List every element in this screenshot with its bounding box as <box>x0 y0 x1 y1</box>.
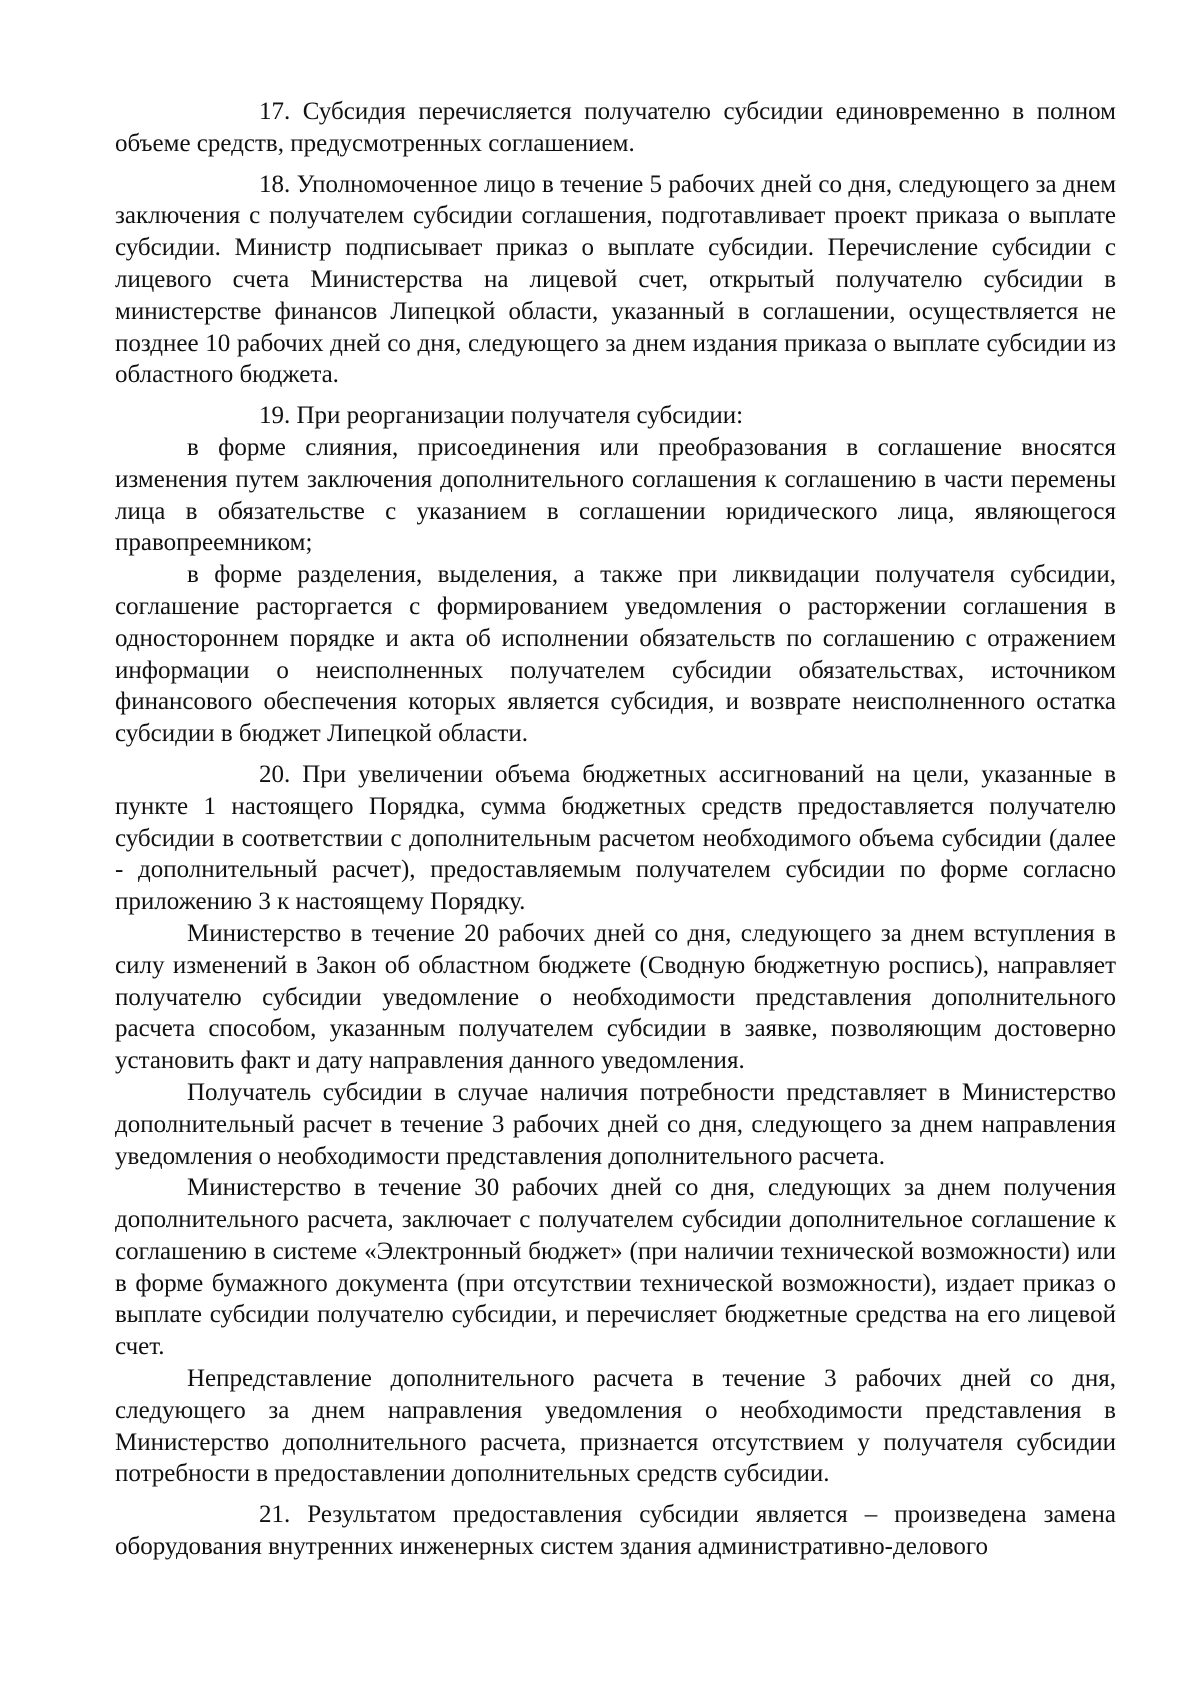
clause-number: 21. <box>259 1501 291 1529</box>
paragraph-text: При реорганизации получателя субсидии: <box>296 402 744 430</box>
clause-number: 18. <box>259 170 291 198</box>
paragraph-21 <box>115 1499 1116 1563</box>
paragraph-18 <box>115 169 1116 392</box>
paragraph-20-recipient <box>115 1077 1116 1172</box>
paragraph-20-agreement <box>115 1172 1116 1363</box>
paragraph-text: Министерство в течение 20 рабочих дней со дня, следующего за днем вступления в силу изменений в Закон об областном бюджете (Сводную бюджетную роспись), направляет получателю субсидии уведомление о необходимости представления дополнительного расчета способом, указанным получателем субсидии в заявке, позволяющим достоверно установить факт и дату направления данного уведомления. <box>115 919 1116 1075</box>
clause-number: 17. <box>259 98 291 125</box>
paragraph-text: При увеличении объема бюджетных ассигнований на цели, указанные в пункте 1 настоящего Порядка, сумма бюджетных средств предоставляется получателю субсидии в соответствии с дополнительным расчетом необходимого объема субсидии (далее - дополнительный расчет), предоставляемым получателем субсидии по форме согласно приложению 3 к настоящему Порядку. <box>115 760 1116 916</box>
paragraph-text: Министерство в течение 30 рабочих дней со дня, следующих за днем получения дополнительного расчета, заключает с получателем субсидии дополнительное соглашение к соглашению в системе «Электронный бюджет» (при наличии технической возможности) или в форме бумажного документа (при отсутствии технической возможности), издает приказ о выплате субсидии получателю субсидии, и перечисляет бюджетные средства на его лицевой счет. <box>115 1174 1116 1361</box>
paragraph-text: Получатель субсидии в случае наличия потребности представляет в Министерство дополнительный расчет в течение 3 рабочих дней со дня, следующего за днем направления уведомления о необходимости представления дополнительного расчета. <box>115 1078 1116 1170</box>
paragraph-19-merger <box>115 432 1116 559</box>
paragraph-text: Результатом предоставления субсидии является – произведена замена оборудования внутренних инженерных систем здания административно-делового <box>115 1501 1116 1561</box>
clause-number: 19. <box>259 402 291 430</box>
paragraph-text: в форме слияния, присоединения или преобразования в соглашение вносятся изменения путем заключения дополнительного соглашения к соглашению в части перемены лица в обязательстве с указанием в соглашении юридического лица, являющегося правопреемником; <box>115 433 1116 557</box>
paragraph-text: Субсидия перечисляется получателю субсидии единовременно в полном объеме средств, предусмотренных соглашением. <box>115 98 1116 157</box>
paragraph-20 <box>115 759 1116 918</box>
paragraph-19 <box>115 400 1116 432</box>
paragraph-text: Уполномоченное лицо в течение 5 рабочих дней со дня, следующего за днем заключения с получателем субсидии соглашения, подготавливает проект приказа о выплате субсидии. Министр подписывает приказ о выплате субсидии. Перечисление субсидии с лицевого счета Министерства на лицевой счет, открытый получателю субсидии в министерстве финансов Липецкой области, указанный в соглашении, осуществляется не позднее 10 рабочих дней со дня, следующего за днем издания приказа о выплате субсидии из областного бюджета. <box>115 170 1117 389</box>
paragraph-20-notice <box>115 918 1116 1077</box>
paragraph-17 <box>115 96 1116 160</box>
clause-number: 20. <box>259 760 291 788</box>
paragraph-text: Непредставление дополнительного расчета в течение 3 рабочих дней со дня, следующего за днем направления уведомления о необходимости представления в Министерство дополнительного расчета, признается отсутствием у получателя субсидии потребности в предоставлении дополнительных средств субсидии. <box>115 1365 1116 1488</box>
paragraph-text: в форме разделения, выделения, а также при ликвидации получателя субсидии, соглашение расторгается с формированием уведомления о расторжении соглашения в одностороннем порядке и акта об исполнении обязательств по соглашению с отражением информации о неисполненных получателем субсидии обязательствах, источником финансового обеспечения которых является субсидия, и возврате неисполненного остатка субсидии в бюджет Липецкой области. <box>115 561 1116 748</box>
paragraph-19-division <box>115 559 1116 750</box>
paragraph-20-nonsubmission <box>115 1363 1116 1490</box>
